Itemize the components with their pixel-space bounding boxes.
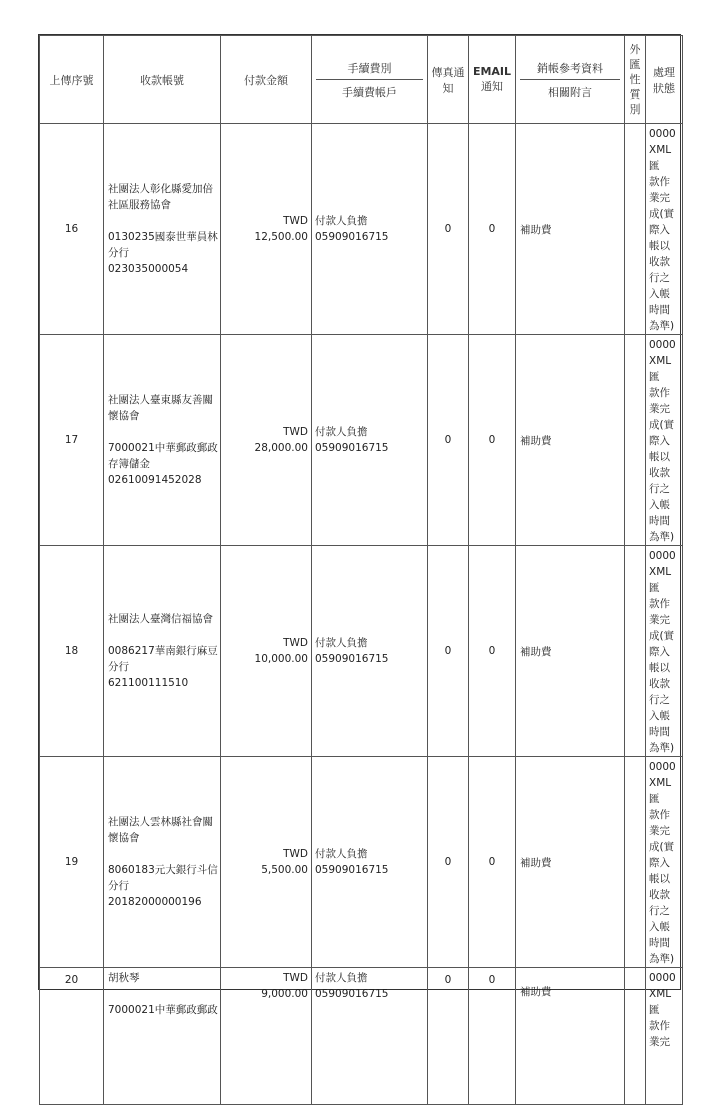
row-fee [312,757,428,968]
header-fax-line1: 傳真通 [431,65,465,79]
table-row [40,968,683,1105]
row-payee [108,970,220,986]
row-ref: 補助費 [516,757,625,968]
row-payee-line: 社團法人臺東縣友善關 [108,394,213,406]
row-fax: 0 [428,968,469,1105]
header-fee [312,36,428,124]
row-status-line: 入帳 [649,288,670,300]
row-email: 0 [469,757,516,968]
row-ref: 補助費 [516,546,625,757]
row-account-number: 023035000054 [108,263,189,275]
row-amount-value: 5,500.00 [261,864,308,876]
row-status-line: 業完 [649,1036,670,1048]
row-bank [108,643,220,675]
row-amount [221,546,312,757]
row-status [646,335,683,546]
header-row [40,36,683,124]
row-account [104,968,221,1105]
row-status-line: 行之 [649,694,670,706]
row-bank-line: 0130235國泰世華員林 [108,231,218,243]
row-status-line: 款作 [649,176,670,188]
row-payee-line: 社團法人臺灣信福協會 [108,613,213,625]
row-status-line: 收款 [649,889,670,901]
row-bank [108,1002,220,1018]
row-fee [312,546,428,757]
row-currency: TWD [283,848,308,860]
table-body [40,124,683,1105]
row-payee-line: 社區服務協會 [108,199,171,211]
row-status-line: 時間 [649,304,670,316]
row-fax: 0 [428,546,469,757]
header-fx-char: 別 [629,103,641,116]
row-amount [221,968,312,1105]
row-amount-value: 28,000.00 [254,442,308,454]
row-bank-line: 分行 [108,661,129,673]
row-email: 0 [469,546,516,757]
row-fx [625,124,646,335]
row-payee [108,611,220,627]
row-status-line: 款作 [649,598,670,610]
row-account [104,124,221,335]
row-status-line: 際入 [649,224,670,236]
row-status-line: 行之 [649,483,670,495]
header-account: 收款帳號 [104,36,221,124]
row-fee-account: 05909016715 [315,653,389,665]
row-payee-line: 社團法人彰化縣愛加倍 [108,183,213,195]
row-seq: 17 [40,335,104,546]
row-status-line: 業完 [649,192,670,204]
row-status-line: 帳以 [649,873,670,885]
row-fee-account: 05909016715 [315,864,389,876]
row-email: 0 [469,124,516,335]
row-status-line: XML匯 [649,355,672,383]
row-status [646,968,683,1105]
row-account-number: 20182000000196 [108,896,202,908]
row-seq: 16 [40,124,104,335]
row-ref: 補助費 [516,968,625,1105]
row-amount-value: 10,000.00 [254,653,308,665]
table-row [40,335,683,546]
row-status-line: 收款 [649,256,670,268]
row-fee-payer: 付款人負擔 [315,972,368,984]
row-fee-account: 05909016715 [315,442,389,454]
row-currency: TWD [283,215,308,227]
header-fx-char: 性 [629,73,641,86]
header-amount: 付款金額 [221,36,312,124]
row-status-line: 業完 [649,825,670,837]
table-row [40,546,683,757]
header-status-line2: 狀態 [653,81,675,95]
row-amount-value: 9,000.00 [261,988,308,1000]
row-account-number: 621100111510 [108,677,189,689]
row-fax: 0 [428,335,469,546]
row-status-line: XML匯 [649,144,672,172]
row-status-line: 入帳 [649,710,670,722]
header-email [469,36,516,124]
row-email: 0 [469,968,516,1105]
row-status-line: 收款 [649,678,670,690]
row-status-line: 成(實 [649,208,675,220]
header-fee-type: 手續費別 [316,60,423,80]
row-status-line: 成(實 [649,419,675,431]
row-status [646,546,683,757]
row-status-line: 收款 [649,467,670,479]
row-amount-value: 12,500.00 [254,231,308,243]
row-bank-line: 0086217華南銀行麻豆 [108,645,218,657]
row-status-line: 際入 [649,646,670,658]
header-fx [625,36,646,124]
row-currency: TWD [283,972,308,984]
row-status-line: XML匯 [649,988,672,1016]
row-fee-payer: 付款人負擔 [315,637,368,649]
row-payee [108,181,220,213]
row-seq: 18 [40,546,104,757]
row-amount [221,335,312,546]
row-fee-payer: 付款人負擔 [315,426,368,438]
header-ref-info: 銷帳參考資料 [520,60,621,80]
row-fax: 0 [428,757,469,968]
row-bank [108,440,220,472]
row-status-line: 0000 [649,550,676,562]
row-fee [312,335,428,546]
row-status-line: 為準) [649,531,675,543]
row-payee [108,392,220,424]
row-status-line: 0000 [649,339,676,351]
row-status-line: 時間 [649,937,670,949]
row-fx [625,546,646,757]
row-payee-line: 社團法人雲林縣社會關 [108,816,213,828]
row-account [104,546,221,757]
row-status-line: 時間 [649,515,670,527]
header-status-line1: 處理 [653,65,675,79]
row-status-line: 際入 [649,435,670,447]
header-fee-account: 手續費帳戶 [342,85,397,99]
payment-table [39,35,683,1105]
row-status-line: 業完 [649,614,670,626]
row-fee-account: 05909016715 [315,231,389,243]
row-currency: TWD [283,637,308,649]
row-status-line: 帳以 [649,240,670,252]
row-account [104,757,221,968]
row-status-line: XML匯 [649,777,672,805]
header-seq: 上傳序號 [40,36,104,124]
row-status-line: 際入 [649,857,670,869]
row-account-number: 02610091452028 [108,474,202,486]
header-email-line2: 通知 [481,80,503,93]
row-fee [312,968,428,1105]
row-amount [221,124,312,335]
payment-table-page [38,34,681,1048]
header-email-line1: EMAIL [472,65,512,78]
row-payee [108,814,220,846]
header-ref [516,36,625,124]
row-payee-line: 胡秋琴 [108,972,140,984]
row-status-line: 款作 [649,809,670,821]
row-fee-payer: 付款人負擔 [315,848,368,860]
row-ref: 補助費 [516,124,625,335]
row-seq: 19 [40,757,104,968]
row-bank-line: 分行 [108,880,129,892]
header-fax-line2: 知 [442,81,454,95]
row-status [646,124,683,335]
header-fx-text [625,42,645,117]
row-status-line: XML匯 [649,566,672,594]
row-status-line: 為準) [649,320,675,332]
row-status-line: 0000 [649,761,676,773]
row-bank-line: 7000021中華郵政郵政 [108,442,218,454]
row-status [646,757,683,968]
row-fx [625,757,646,968]
header-fx-char: 質 [629,88,641,101]
row-status-line: 0000 [649,128,676,140]
row-fee [312,124,428,335]
row-status-line: 帳以 [649,662,670,674]
row-status-line: 款作 [649,387,670,399]
row-status-line: 為準) [649,953,675,965]
row-status-line: 成(實 [649,841,675,853]
row-status-line: 0000 [649,972,676,984]
row-status-line: 行之 [649,905,670,917]
header-ref-note: 相關附言 [548,85,592,99]
row-status-line: 行之 [649,272,670,284]
row-payee-line: 懷協會 [108,832,140,844]
row-status-line: 業完 [649,403,670,415]
header-fax [428,36,469,124]
row-fx [625,335,646,546]
row-email: 0 [469,335,516,546]
row-status-line: 款作 [649,1020,670,1032]
row-status-line: 成(實 [649,630,675,642]
row-bank-line: 分行 [108,247,129,259]
row-seq: 20 [40,968,104,1105]
header-fx-char: 匯 [629,58,641,71]
row-payee-line: 懷協會 [108,410,140,422]
row-bank-line: 存簿儲金 [108,458,150,470]
row-ref: 補助費 [516,335,625,546]
row-bank-line: 8060183元大銀行斗信 [108,864,218,876]
row-account [104,335,221,546]
header-status [646,36,683,124]
row-fax: 0 [428,124,469,335]
table-row [40,124,683,335]
row-bank-line: 7000021中華郵政郵政 [108,1004,218,1016]
table-row [40,757,683,968]
row-currency: TWD [283,426,308,438]
row-fee-account: 05909016715 [315,988,389,1000]
header-fx-char: 外 [629,43,641,56]
row-amount [221,757,312,968]
row-fee-payer: 付款人負擔 [315,215,368,227]
row-bank [108,229,220,261]
row-fx [625,968,646,1105]
row-status-line: 入帳 [649,921,670,933]
row-status-line: 時間 [649,726,670,738]
row-bank [108,862,220,894]
row-status-line: 為準) [649,742,675,754]
row-status-line: 帳以 [649,451,670,463]
row-status-line: 入帳 [649,499,670,511]
